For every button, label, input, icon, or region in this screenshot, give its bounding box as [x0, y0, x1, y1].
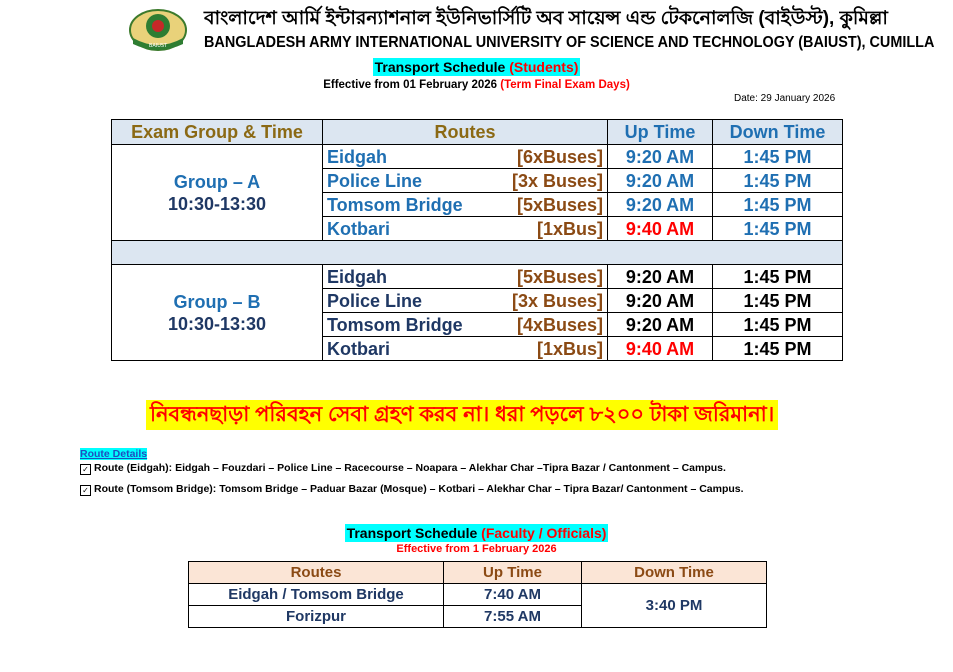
- up-time: 9:20 AM: [608, 265, 713, 289]
- up-time: 7:55 AM: [444, 606, 582, 628]
- col-down-time: Down Time: [713, 120, 843, 145]
- university-name-english: BANGLADESH ARMY INTERNATIONAL UNIVERSITY OF SCIENCE AND TECHNOLOGY (BAIUST), CUMILLA: [204, 34, 935, 51]
- down-time: 1:45 PM: [713, 337, 843, 361]
- route-detail-item: ✓ Route (Eidgah): Eidgah – Fouzdari – Police Line – Racecourse – Noapara – Alekhar Char –Tipra Bazar / Cantonment – Campus.: [80, 462, 726, 475]
- route-cell: Tomsom Bridge [4xBuses]: [323, 313, 608, 337]
- fine-notice: নিবন্ধনছাড়া পরিবহন সেবা গ্রহণ করব না। ধরা পড়লে ৮২০০ টাকা জরিমানা।: [146, 400, 778, 430]
- group-name: Group – A: [173, 171, 261, 192]
- table-row: [112, 265, 843, 289]
- group-time: 10:30-13:30: [167, 193, 267, 214]
- route-cell: Kotbari [1xBus]: [323, 337, 608, 361]
- table-header-row: [112, 120, 843, 145]
- checkbox-icon: ✓: [80, 485, 91, 496]
- down-time: 1:45 PM: [713, 193, 843, 217]
- up-time: 9:20 AM: [608, 145, 713, 169]
- university-logo: [127, 8, 189, 54]
- route-cell: Police Line [3x Buses]: [323, 289, 608, 313]
- faculty-schedule-table: [188, 561, 767, 628]
- route-cell: Tomsom Bridge [5xBuses]: [323, 193, 608, 217]
- col-down-time: Down Time: [582, 562, 767, 584]
- faculty-schedule-title: Transport Schedule (Faculty / Officials): [346, 525, 607, 541]
- route-cell: Eidgah [5xBuses]: [323, 265, 608, 289]
- col-up-time: Up Time: [608, 120, 713, 145]
- up-time: 7:40 AM: [444, 584, 582, 606]
- table-row: [112, 145, 843, 169]
- route-cell: Eidgah [6xBuses]: [323, 145, 608, 169]
- group-name: Group – B: [173, 291, 261, 312]
- student-schedule-effective: Effective from 01 February 2026 (Term Final Exam Days): [323, 79, 630, 91]
- down-time: 1:45 PM: [713, 169, 843, 193]
- route-details-heading[interactable]: Route Details: [80, 448, 148, 460]
- checkbox-icon: ✓: [80, 464, 91, 475]
- up-time: 9:20 AM: [608, 313, 713, 337]
- group-time: 10:30-13:30: [167, 313, 267, 334]
- up-time: 9:20 AM: [608, 169, 713, 193]
- table-row: [189, 584, 767, 606]
- route-cell: Kotbari [1xBus]: [323, 217, 608, 241]
- table-header-row: [189, 562, 767, 584]
- svg-text:BAIUST: BAIUST: [148, 43, 168, 49]
- up-time: 9:40 AM: [608, 337, 713, 361]
- down-time: 1:45 PM: [713, 313, 843, 337]
- schedule-date: Date: 29 January 2026: [734, 93, 836, 104]
- col-routes: Routes: [189, 562, 444, 584]
- route-cell: Police Line [3x Buses]: [323, 169, 608, 193]
- route-cell: Forizpur: [189, 606, 444, 628]
- up-time: 9:40 AM: [608, 217, 713, 241]
- up-time: 9:20 AM: [608, 289, 713, 313]
- col-routes: Routes: [323, 120, 608, 145]
- route-detail-item: ✓ Route (Tomsom Bridge): Tomsom Bridge – Paduar Bazar (Mosque) – Kotbari – Alekhar Char – Tipra Bazar/ Cantonment – Campus.: [80, 483, 744, 496]
- down-time: 1:45 PM: [713, 265, 843, 289]
- route-cell: Eidgah / Tomsom Bridge: [189, 584, 444, 606]
- down-time: 1:45 PM: [713, 217, 843, 241]
- down-time: 3:40 PM: [582, 584, 767, 628]
- student-schedule-title: Transport Schedule (Students): [374, 59, 579, 75]
- down-time: 1:45 PM: [713, 289, 843, 313]
- col-exam-group: Exam Group & Time: [112, 120, 323, 145]
- down-time: 1:45 PM: [713, 145, 843, 169]
- group-a-cell: [112, 145, 323, 241]
- separator-row: [112, 241, 843, 265]
- col-up-time: Up Time: [444, 562, 582, 584]
- group-b-cell: [112, 265, 323, 361]
- up-time: 9:20 AM: [608, 193, 713, 217]
- university-name-bangla: বাংলাদেশ আর্মি ইন্টারন্যাশনাল ইউনিভার্সিটি অব সায়েন্স এন্ড টেকনোলজি (বাইউস্ট), কুমিল্লা: [204, 8, 888, 29]
- student-schedule-table: [111, 119, 843, 361]
- faculty-schedule-effective: Effective from 1 February 2026: [396, 543, 557, 555]
